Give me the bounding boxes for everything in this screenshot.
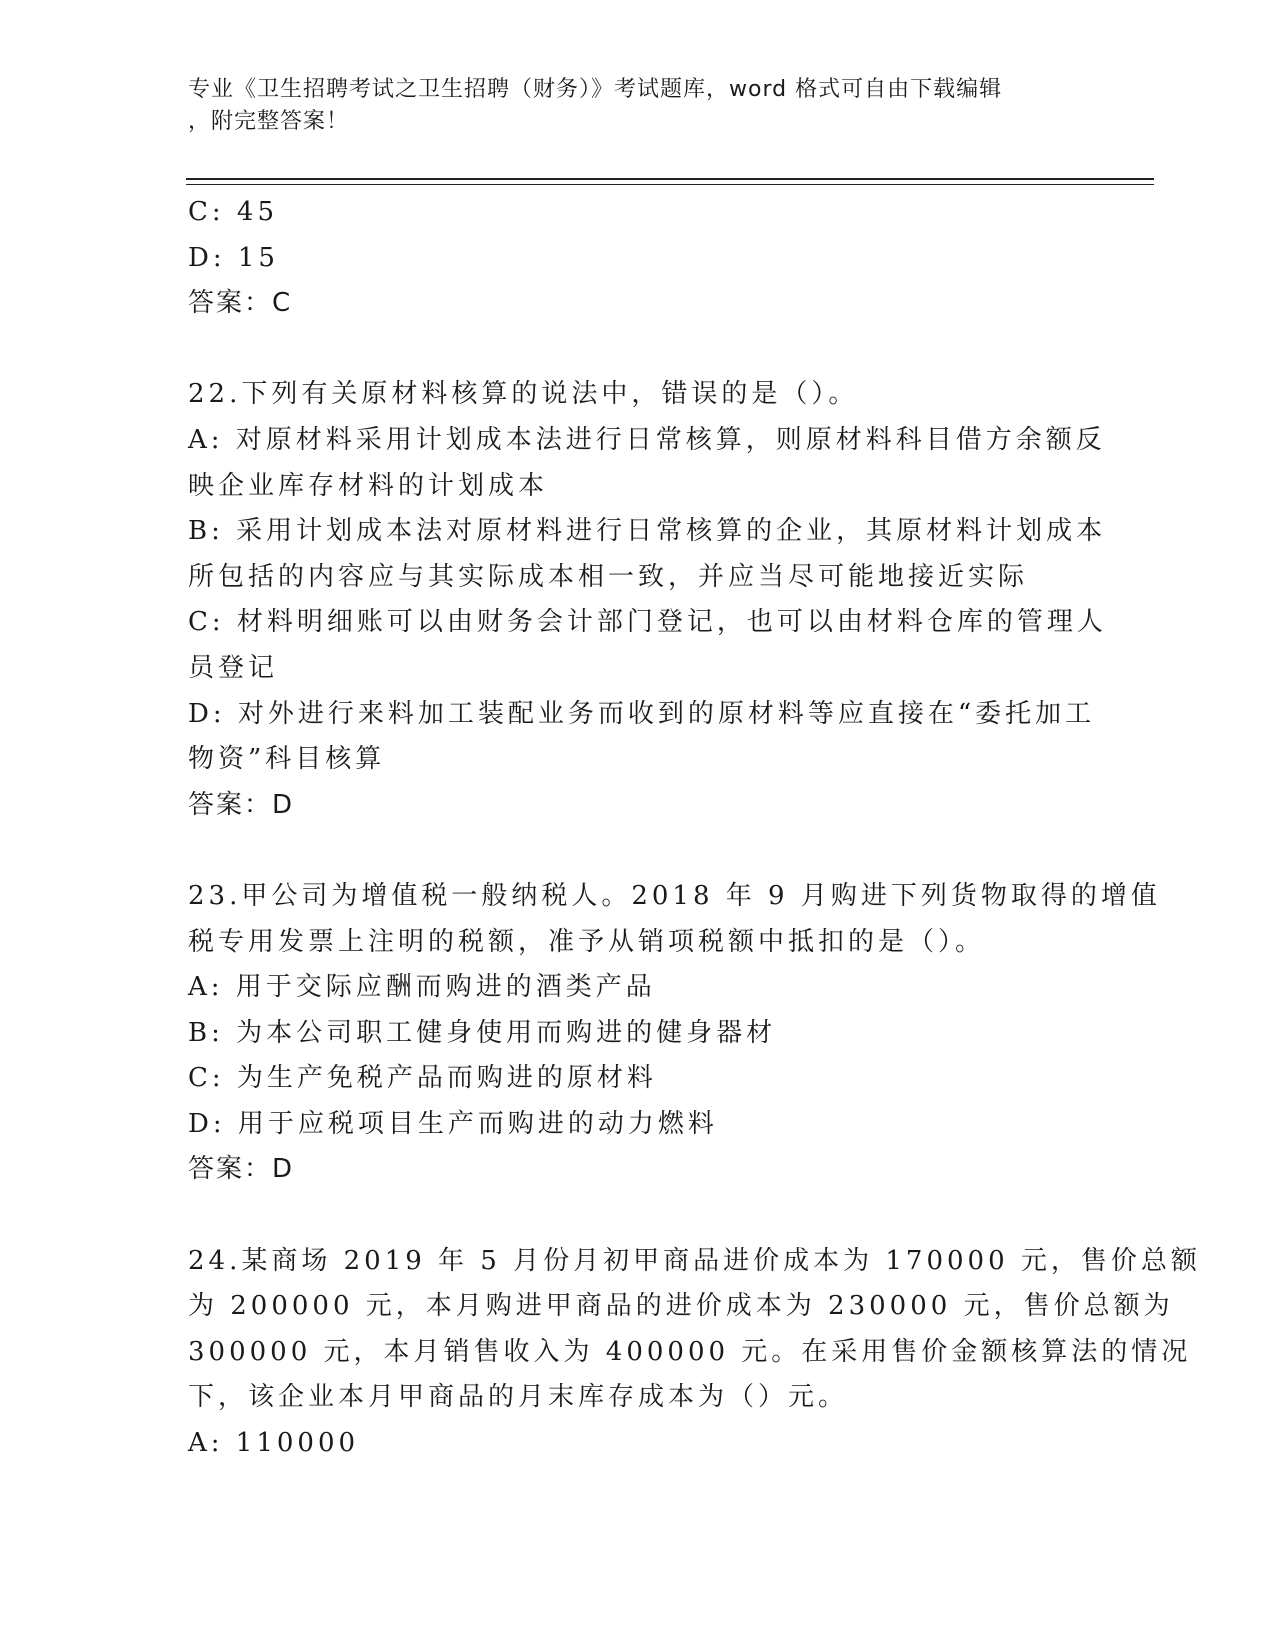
document-body [188, 190, 1201, 1467]
question-23 [188, 874, 1161, 1193]
spacer [188, 1193, 1088, 1239]
question-stem: 22.下列有关原材料核算的说法中，错误的是（）。 [188, 379, 859, 410]
option-b-cont: 所包括的内容应与其实际成本相一致，并应当尽可能地接近实际 [188, 561, 1029, 592]
question-stem: 23.甲公司为增值税一般纳税人。2018 年 9 月购进下列货物取得的增值 [188, 880, 1161, 911]
question-stem-cont: 下，该企业本月甲商品的月末库存成本为（）元。 [188, 1382, 849, 1413]
spacer [188, 327, 1088, 373]
answer: 答案：C [188, 288, 293, 319]
option-a-cont: 映企业库存材料的计划成本 [188, 470, 549, 501]
previous-question-tail [188, 190, 1088, 327]
option-d: D: 15 [188, 242, 279, 273]
question-24 [188, 1239, 1201, 1467]
option-c: C: 材料明细账可以由财务会计部门登记，也可以由材料仓库的管理人 [188, 607, 1107, 638]
option-b: B: 采用计划成本法对原材料进行日常核算的企业，其原材料计划成本 [188, 516, 1107, 547]
option-c: C: 45 [188, 197, 279, 227]
spacer [188, 828, 1088, 874]
option-d: D: 用于应税项目生产而购进的动力燃料 [188, 1108, 718, 1139]
option-c-cont: 员登记 [188, 652, 279, 683]
option-d: D: 对外进行来料加工装配业务而收到的原材料等应直接在“委托加工 [188, 698, 1096, 729]
question-stem-cont: 300000 元，本月销售收入为 400000 元。在采用售价金额核算法的情况 [188, 1336, 1192, 1367]
option-a: A: 110000 [188, 1428, 360, 1459]
option-a: A: 对原材料采用计划成本法进行日常核算，则原材料科目借方余额反 [188, 424, 1106, 455]
option-b: B: 为本公司职工健身使用而购进的健身器材 [188, 1017, 777, 1048]
answer: 答案：D [188, 1154, 295, 1185]
document-header [188, 74, 1088, 138]
option-d-cont: 物资”科目核算 [188, 744, 386, 775]
header-line-1: 专业《卫生招聘考试之卫生招聘（财务）》考试题库，word 格式可自由下载编辑 [188, 77, 1003, 102]
question-stem-cont: 税专用发票上注明的税额，准予从销项税额中抵扣的是（）。 [188, 926, 986, 957]
option-a: A: 用于交际应酬而购进的酒类产品 [188, 972, 656, 1003]
question-stem: 24.某商场 2019 年 5 月份月初甲商品进价成本为 170000 元，售价总额 [188, 1245, 1201, 1276]
question-stem-cont: 为 200000 元，本月购进甲商品的进价成本为 230000 元，售价总额为 [188, 1291, 1174, 1322]
option-c: C: 为生产免税产品而购进的原材料 [188, 1063, 657, 1094]
header-divider-thin [186, 184, 1154, 185]
answer: 答案：D [188, 789, 295, 820]
question-22 [188, 372, 1107, 828]
header-divider-thick [186, 178, 1154, 180]
header-line-2: ，附完整答案！ [188, 109, 350, 134]
